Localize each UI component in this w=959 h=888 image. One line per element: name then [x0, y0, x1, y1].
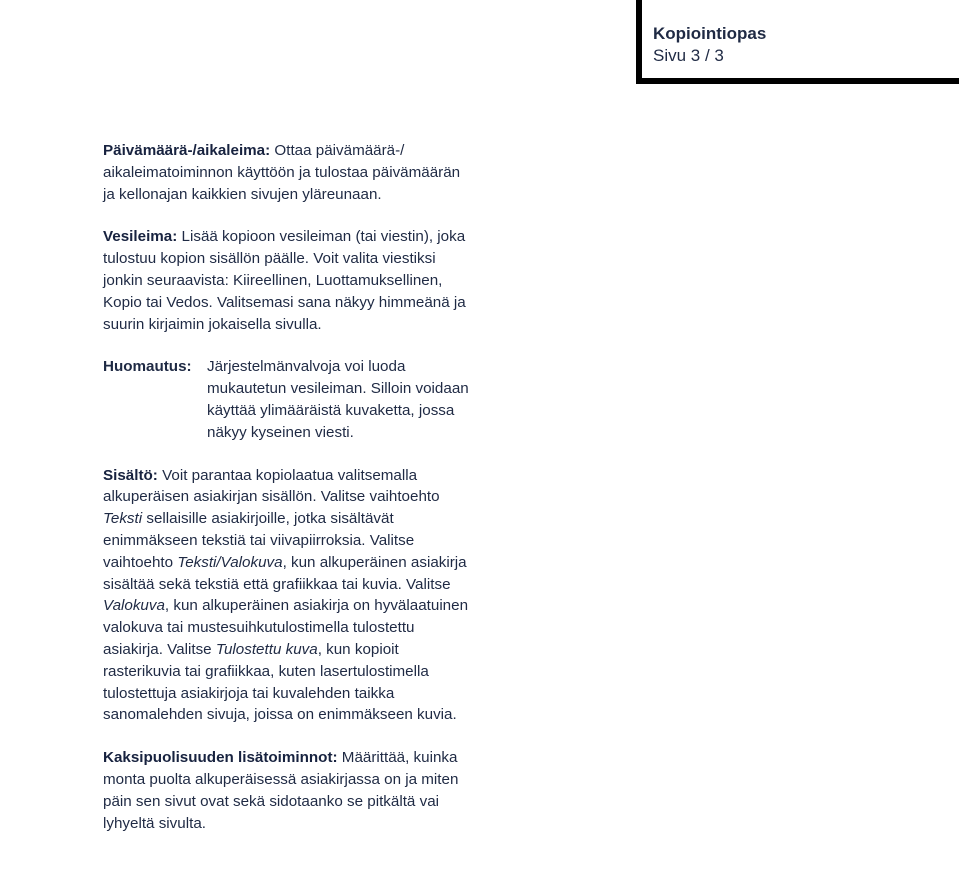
option-text: Teksti	[103, 510, 143, 528]
datetime-stamp-paragraph	[103, 140, 473, 205]
content-text-1: Voit parantaa kopiolaatua valitsemalla alkuperäisen asiakirjan sisällön. Valitse vaihtoehto	[103, 466, 440, 506]
content-paragraph	[103, 465, 473, 727]
content-text-4: , kun alkuperäinen asiakirja on hyvälaatuinen valokuva tai mustesuihkutulostimella tulostettu asiakirja. Valitse	[103, 597, 469, 658]
watermark-label: Vesileima:	[103, 228, 178, 246]
content-text-5: , kun kopioit rasterikuvia tai grafiikkaa, kuten lasertulostimella tulostettuja asiakirjoja tai kuvalehden taikka sanomalehden sivuja, joissa on enimmäkseen kuvia.	[103, 640, 457, 724]
datetime-stamp-label: Päivämäärä-/aikaleima:	[103, 142, 271, 159]
option-printed-image: Tulostettu kuva	[215, 640, 318, 658]
note-text: Järjestelmänvalvoja voi luoda mukautetun vesileiman. Silloin voidaan käyttää ylimääräistä kuvaketta, jossa näkyy kyseinen viesti.	[207, 358, 469, 441]
content-text-3: , kun alkuperäinen asiakirja sisältää sekä tekstiä että grafiikkaa tai kuvia. Valitse	[103, 553, 467, 593]
content-label: Sisältö:	[103, 466, 158, 484]
note-label: Huomautus:	[103, 358, 192, 376]
watermark-text: Lisää kopioon vesileiman (tai viestin), joka tulostuu kopion sisällön päälle. Voit valita viestiksi jonkin seuraavista: Kiireellinen, Luottamuksellinen, Kopio tai Vedos. Valitsemasi sana näkyy himmeänä ja suurin kirjaimin jokaisella sivulla.	[103, 228, 466, 333]
document-body	[103, 140, 473, 834]
document-title: Kopiointiopas	[653, 24, 767, 43]
option-photo: Valokuva	[103, 597, 165, 615]
content-text-2: sellaisille asiakirjoille, jotka sisältävät enimmäkseen tekstiä tai viivapiirroksia. Valitse vaihtoehto	[103, 510, 415, 571]
watermark-paragraph	[103, 226, 473, 335]
option-text-photo: Teksti/Valokuva	[177, 553, 283, 571]
datetime-stamp-text: Ottaa päivämäärä-/ aikaleimatoiminnon käyttöön ja tulostaa päivämäärän ja kellonajan kaikkien sivujen yläreunaan.	[103, 142, 461, 203]
duplex-text: Määrittää, kuinka monta puolta alkuperäisessä asiakirjassa on ja miten päin sen sivut ovat sekä sidotaanko se pitkältä vai lyhyeltä sivulta.	[103, 749, 459, 832]
duplex-label: Kaksipuolisuuden lisätoiminnot:	[103, 749, 338, 767]
note-block	[103, 356, 473, 443]
page-number: Sivu 3 / 3	[653, 46, 724, 65]
duplex-paragraph	[103, 747, 473, 834]
